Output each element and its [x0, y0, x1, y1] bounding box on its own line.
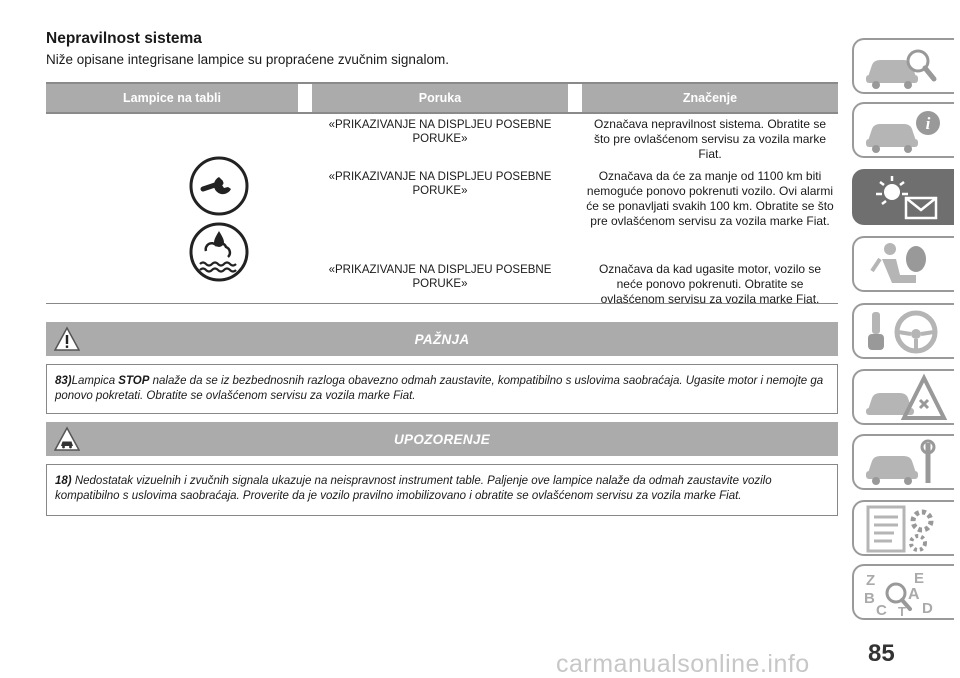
- index-letter-e: E: [914, 570, 925, 587]
- wrench-warning-icon: [188, 155, 250, 217]
- caution-text: [46, 464, 838, 516]
- tab-car-service[interactable]: [852, 434, 954, 490]
- tab-car-info[interactable]: [852, 102, 954, 158]
- row-meaning: Označava da će za manje od 1100 km biti nemoguće ponovo pokrenuti vozilo. Ovi alarmi će se ponavljati svakih 100 km. Obratite se što pre ovlašćenom servisu za vozila marke Fiat.: [586, 168, 834, 228]
- warning-header: [46, 322, 838, 356]
- index-letter-a: A: [908, 586, 920, 603]
- page-number: 85: [868, 640, 895, 667]
- warning-bold-word: STOP: [118, 375, 150, 387]
- row-message: «PRIKAZIVANJE NA DISPLJEU POSEBNE PORUKE»: [328, 264, 552, 290]
- caution-title: UPOZORENJE: [393, 431, 491, 447]
- tab-breakdown[interactable]: [852, 369, 954, 425]
- table-body: [46, 114, 838, 304]
- index-letter-c: C: [876, 602, 887, 617]
- fluid-level-warning-icon: [188, 221, 250, 283]
- warning-ref: 83): [55, 375, 72, 387]
- row-message: «PRIKAZIVANJE NA DISPLJEU POSEBNE PORUKE»: [328, 119, 552, 145]
- table-row: [312, 166, 838, 259]
- caution-header: [46, 422, 838, 456]
- car-caution-icon: [54, 426, 80, 452]
- table-header: [46, 82, 838, 114]
- table-row: [312, 259, 838, 306]
- column-header-lamps: Lampice na tabli: [46, 84, 298, 112]
- warning-text-after: nalaže da se iz bezbednosnih razloga obavezno odmah zaustavite, kompatibilno s uslovima saobraćaja. Ugasite motor i nemojte ga ponovo pokretati. Obratite se ovlašćenom servisu za vozila marke Fiat.: [55, 375, 824, 402]
- tab-car-search[interactable]: [852, 38, 954, 94]
- tab-key-steering[interactable]: [852, 303, 954, 359]
- warning-lights-icon: [862, 174, 948, 222]
- section-title: Nepravilnost sistema: [46, 30, 202, 47]
- warning-text: [46, 364, 838, 414]
- lamp-icons-cell: [46, 114, 298, 303]
- caution-ref: 18): [55, 475, 72, 487]
- warning-text-before: Lampica: [71, 375, 119, 387]
- message-rows: [298, 114, 838, 306]
- table-row: [312, 114, 838, 166]
- alphabetical-index-icon: [862, 569, 948, 617]
- row-meaning: Označava nepravilnost sistema. Obratite se što pre ovlašćenom servisu za vozila marke Fiat.: [593, 117, 827, 161]
- tab-warning-lights[interactable]: [852, 169, 954, 225]
- car-search-icon: [862, 43, 948, 91]
- index-letter-b: B: [864, 590, 875, 607]
- tab-alphabetical-index[interactable]: [852, 564, 954, 620]
- section-intro: Niže opisane integrisane lampice su propraćene zvučnim signalom.: [46, 52, 449, 67]
- breakdown-triangle-icon: [862, 374, 948, 422]
- airbag-seat-icon: [862, 241, 948, 289]
- tab-specifications[interactable]: [852, 500, 954, 556]
- column-header-message: Poruka: [312, 84, 568, 112]
- row-message: «PRIKAZIVANJE NA DISPLJEU POSEBNE PORUKE»: [328, 170, 552, 197]
- index-letter-t: T: [898, 604, 906, 617]
- car-info-icon: [862, 107, 948, 155]
- watermark: carmanualsonline.info: [556, 650, 810, 678]
- warning-lights-table: [46, 82, 838, 304]
- row-meaning: Označava da kad ugasite motor, vozilo se neće ponovo pokrenuti. Obratite se ovlašćenom servisu za vozila marke Fiat.: [598, 262, 822, 306]
- column-header-meaning: Značenje: [582, 84, 838, 112]
- index-letter-z: Z: [866, 572, 876, 589]
- svg-text:i: i: [925, 114, 931, 133]
- car-service-tools-icon: [862, 439, 948, 487]
- warning-title: PAŽNJA: [414, 331, 470, 347]
- spec-sheet-gears-icon: [862, 505, 948, 553]
- exclamation-triangle-icon: [54, 326, 80, 352]
- tab-airbag-seat[interactable]: [852, 236, 954, 292]
- index-letter-d: D: [922, 600, 933, 617]
- key-steering-wheel-icon: [862, 308, 948, 356]
- caution-body: Nedostatak vizuelnih i zvučnih signala ukazuje na neispravnost instrument table. Paljenje ove lampice nalaže da odmah zaustavite vozilo kompatibilno s uslovima saobraćaja. Proverite da je vozilo pravilno imobilizovano i obratite se ovlašćenom servisu za vozila marke Fiat.: [55, 475, 772, 502]
